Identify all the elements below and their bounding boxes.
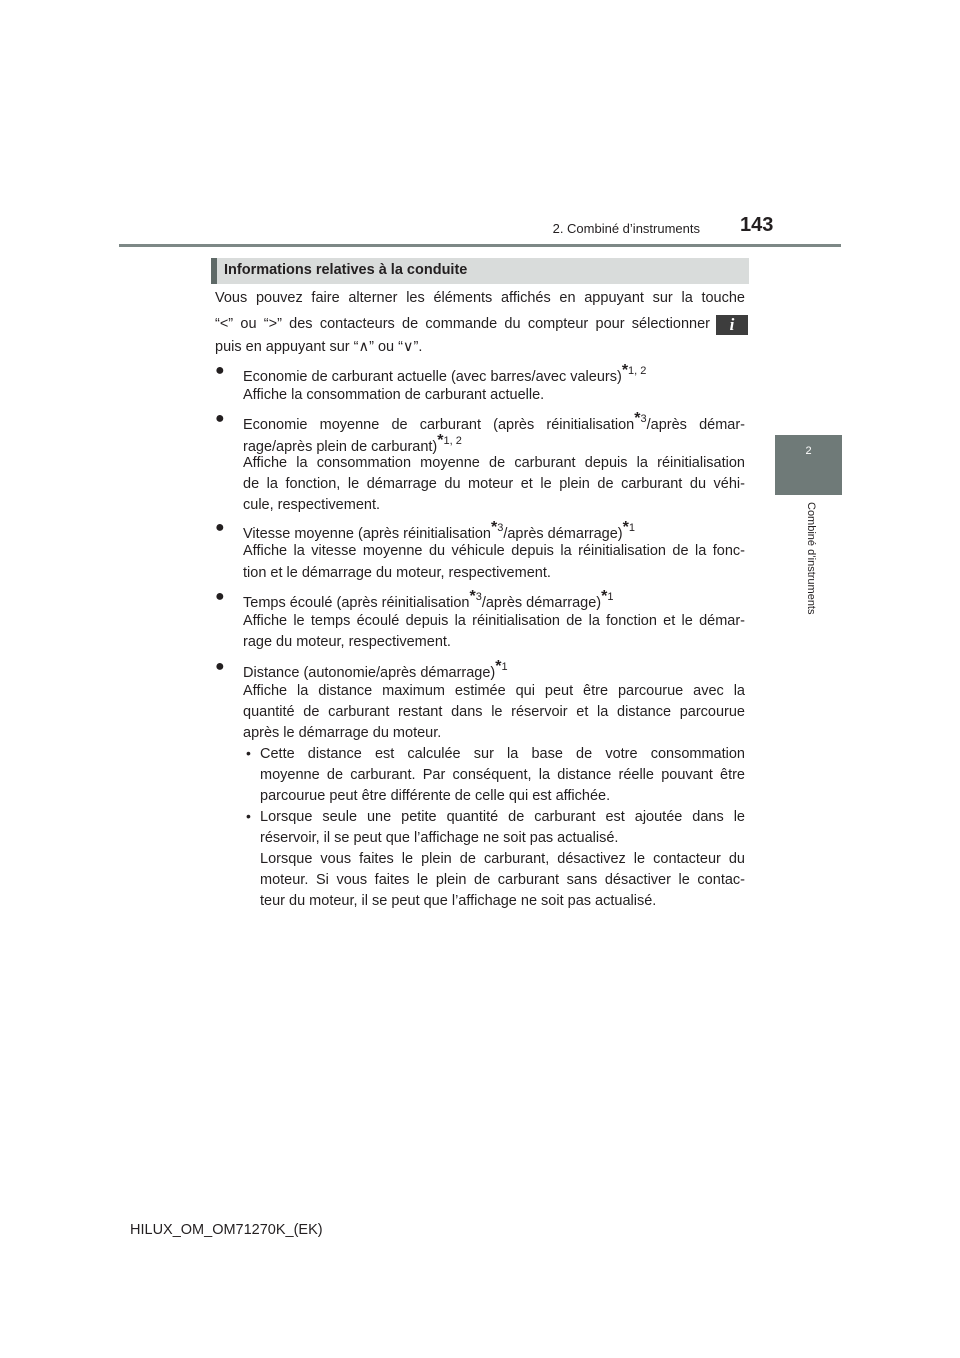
item-title: rage/après plein de carburant) (243, 439, 438, 455)
footnote-star: * (622, 519, 629, 536)
sub-bullet-symbol: • (246, 745, 251, 761)
sub-bullet-symbol: • (246, 808, 251, 824)
section-heading-accent (211, 258, 217, 284)
item-title: Distance (autonomie/après démarrage) (243, 665, 496, 681)
section-heading: Informations relatives à la conduite (224, 262, 468, 278)
footnote-star: * (634, 410, 641, 427)
item-elapsed-time (243, 586, 613, 614)
footnote-star: * (601, 588, 608, 605)
info-icon: i (716, 315, 748, 335)
bullet-symbol: ● (215, 362, 225, 379)
item-description: Affiche la distance maximum estimée qui peut être parcourue avec la (243, 683, 745, 699)
item-description: quantité de carburant restant dans le réservoir et la distance parcourue (243, 704, 745, 720)
footnote-ref: 1, 2 (443, 435, 462, 447)
intro-line-3: puis en appuyant sur “∧” ou “∨”. (215, 339, 423, 355)
item-description: Affiche le temps écoulé depuis la réinitialisation de la fonction et le démar- (243, 613, 745, 629)
footnote-ref: 1 (607, 591, 614, 603)
chapter-tab (775, 435, 842, 495)
footnote-ref: 3 (640, 413, 647, 425)
footnote-star: * (621, 362, 629, 379)
footnote-star: * (437, 432, 444, 449)
note-text: Lorsque vous faites le plein de carburant, désactivez le contacteur du (260, 851, 745, 867)
item-fuel-economy-current (243, 360, 646, 388)
item-description: tion et le démarrage du moteur, respectivement. (243, 565, 551, 581)
item-description: cule, respectivement. (243, 497, 381, 513)
item-title: Vitesse moyenne (après réinitialisation (243, 526, 491, 542)
note-text: parcourue peut être différente de celle qui est affichée. (260, 788, 611, 804)
item-title: Economie moyenne de carburant (après réinitialisation (243, 417, 635, 433)
item-description: Affiche la vitesse moyenne du véhicule depuis la réinitialisation de la fonc- (243, 543, 745, 559)
footnote-ref: 3 (497, 522, 504, 534)
footnote-star: * (490, 519, 498, 536)
note-text: réservoir, il se peut que l’affichage ne soit pas actualisé. (260, 830, 619, 846)
item-description: Affiche la consommation de carburant actuelle. (243, 387, 545, 403)
footnote-ref: 1 (501, 661, 508, 673)
note-text: moteur. Si vous faites le plein de carburant sans désactiver le contac- (260, 872, 745, 888)
item-description: de la fonction, le démarrage du moteur et le plein de carburant du véhi- (243, 476, 745, 492)
item-title: Temps écoulé (après réinitialisation (243, 595, 470, 611)
footnote-star: * (469, 588, 476, 605)
chapter-tab-label: Combiné d’instruments (805, 502, 817, 615)
item-description: rage du moteur, respectivement. (243, 634, 451, 650)
header-rule (119, 244, 841, 247)
note-text: Lorsque seule une petite quantité de carburant est ajoutée dans le (260, 809, 745, 825)
note-text: Cette distance est calculée sur la base de votre consommation (260, 746, 745, 762)
bullet-symbol: ● (215, 519, 225, 536)
footnote-ref: 1 (628, 522, 635, 534)
item-title: /après démarrage) (503, 526, 623, 542)
item-title: /après démarrage) (481, 595, 602, 611)
intro-line-2: “<” ou “>” des contacteurs de commande du compteur pour sélectionner (215, 316, 710, 332)
footer-document-code: HILUX_OM_OM71270K_(EK) (130, 1222, 323, 1238)
bullet-symbol: ● (215, 410, 225, 427)
item-distance (243, 656, 508, 684)
header-section-title: 2. Combiné d’instruments (552, 221, 700, 236)
footnote-star: * (495, 658, 502, 675)
note-text: moyenne de carburant. Par conséquent, la distance réelle pouvant être (260, 767, 745, 783)
bullet-symbol: ● (215, 658, 225, 675)
item-title: Economie de carburant actuelle (avec barres/avec valeurs) (243, 369, 622, 385)
intro-line-1: Vous pouvez faire alterner les éléments affichés en appuyant sur la touche (215, 290, 745, 306)
item-description: après le démarrage du moteur. (243, 725, 442, 741)
page-number: 143 (740, 214, 774, 236)
chapter-tab-number: 2 (805, 445, 812, 457)
bullet-symbol: ● (215, 588, 225, 605)
footnote-ref: 3 (475, 591, 482, 603)
note-text: teur du moteur, il se peut que l’affichage ne soit pas actualisé. (260, 893, 657, 909)
footnote-ref: 1, 2 (628, 365, 647, 377)
item-description: Affiche la consommation moyenne de carburant depuis la réinitialisation (243, 455, 745, 471)
item-title: /après démar- (646, 417, 745, 433)
